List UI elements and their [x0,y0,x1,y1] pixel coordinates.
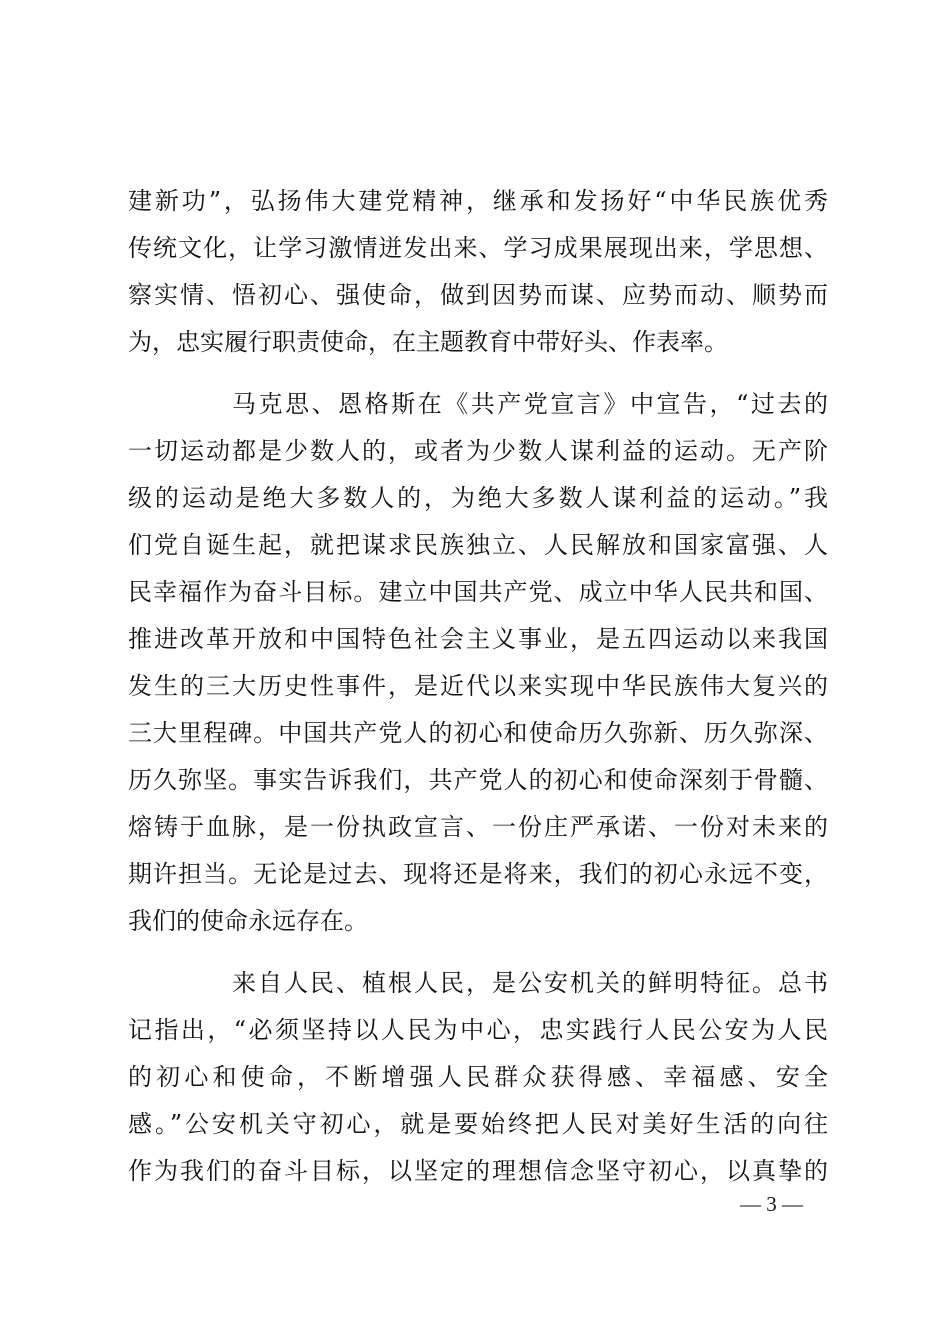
text-line: 建新功”，弘扬伟大建党精神，继承和发扬好“中华民族优秀 [128,187,828,215]
paragraph-1 [128,178,828,366]
paragraph-2 [128,381,828,945]
text-line: 感。”公安机关守初心，就是要始终把人民对美好生活的向往 [128,1110,828,1138]
text-line: 级的运动是绝大多数人的，为绝大多数人谋利益的运动。”我 [128,484,828,512]
text-line: 为，忠实履行职责使命，在主题教育中带好头、作表率。 [128,328,728,356]
text-line: 一切运动都是少数人的，或者为少数人谋利益的运动。无产阶 [128,437,828,465]
text-line: 作为我们的奋斗目标，以坚定的理想信念坚守初心，以真挚的 [128,1157,828,1185]
page-number: — 3 — [740,1192,803,1216]
paragraph-3 [128,960,828,1195]
text-line: 三大里程碑。中国共产党人的初心和使命历久弥新、历久弥深、 [128,719,828,747]
text-line: 推进改革开放和中国特色社会主义事业，是五四运动以来我国 [128,625,828,653]
text-line: 民幸福作为奋斗目标。建立中国共产党、成立中华人民共和国、 [128,578,828,606]
text-line: 我们的使命永远存在。 [128,907,368,935]
body-text [128,178,828,1195]
text-line: 期许担当。无论是过去、现将还是将来，我们的初心永远不变， [128,860,828,888]
text-line: 历久弥坚。事实告诉我们，共产党人的初心和使命深刻于骨髓、 [128,766,828,794]
text-line: 们党自诞生起，就把谋求民族独立、人民解放和国家富强、人 [128,531,828,559]
text-line: 熔铸于血脉，是一份执政宣言、一份庄严承诺、一份对未来的 [128,813,828,841]
text-line: 传统文化，让学习激情迸发出来、学习成果展现出来，学思想、 [128,234,828,262]
text-line: 来自人民、植根人民，是公安机关的鲜明特征。总书 [232,969,828,997]
text-line: 发生的三大历史性事件，是近代以来实现中华民族伟大复兴的 [128,672,828,700]
text-line: 察实情、悟初心、强使命，做到因势而谋、应势而动、顺势而 [128,281,828,309]
text-line: 马克思、恩格斯在《共产党宣言》中宣告，“过去的 [232,390,828,418]
text-line: 记指出，“必须坚持以人民为中心，忠实践行人民公安为人民 [128,1016,828,1044]
text-line: 的初心和使命，不断增强人民群众获得感、幸福感、安全 [128,1063,828,1091]
